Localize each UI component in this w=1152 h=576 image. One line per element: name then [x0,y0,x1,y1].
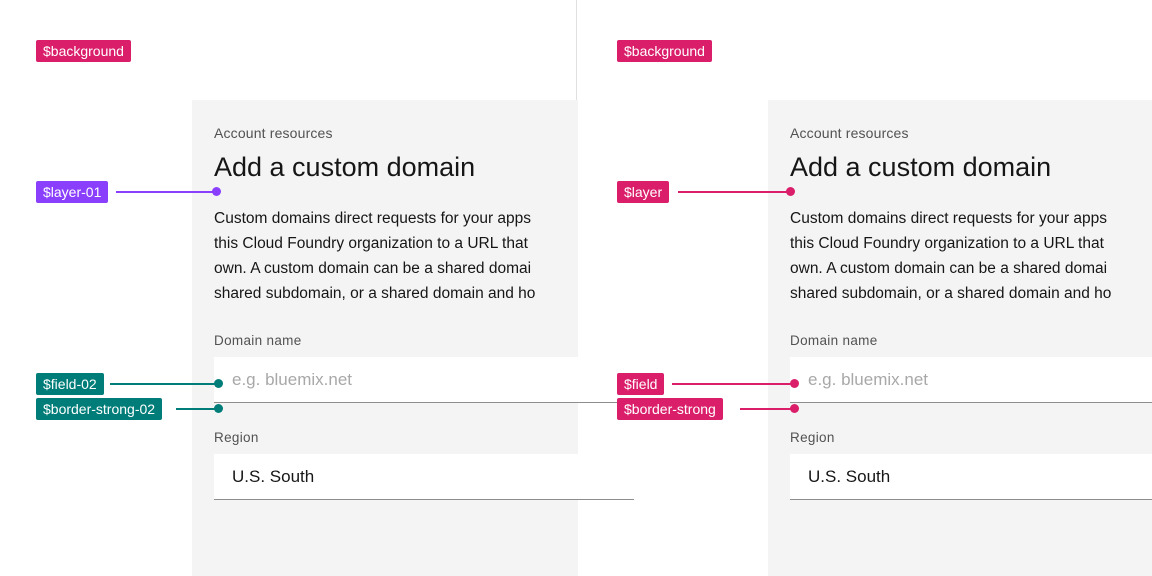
region-label: Region [790,430,835,445]
description-line: this Cloud Foundry organization to a URL that [790,235,1104,252]
annotation-tag-field-02: $field-02 [36,373,104,395]
eyebrow-left: Account resources [214,125,333,141]
region-field-group-right [790,429,1130,500]
annotation-leader-field [672,383,794,385]
annotation-tag-field: $field [617,373,664,395]
page-title-right: Add a custom domain [790,152,1052,182]
description-line: this Cloud Foundry organization to a URL that [214,235,528,252]
region-select[interactable]: U.S. South [214,454,634,500]
annotation-leader-border-strong-02 [176,408,218,410]
annotation-tag-layer-01: $layer-01 [36,181,108,203]
card-right [768,100,1152,576]
annotation-tag-border-strong-02: $border-strong-02 [36,398,162,420]
annotation-leader-field-02 [110,383,218,385]
annotation-dot-field [790,379,799,388]
eyebrow-right: Account resources [790,125,909,141]
description-line: own. A custom domain can be a shared domai [214,260,532,277]
card-left [192,100,578,576]
annotation-leader-layer [678,191,790,193]
description-line: Custom domains direct requests for your apps [790,210,1108,227]
region-field-group-left [214,429,554,500]
domain-field-group-right [790,332,1130,403]
annotation-dot-border-strong-02 [214,404,223,413]
annotation-tag-layer: $layer [617,181,669,203]
annotation-leader-layer-01 [116,191,216,193]
domain-field-group-left [214,332,554,403]
domain-name-input[interactable]: e.g. bluemix.net [214,357,634,403]
domain-name-label: Domain name [214,333,302,348]
annotation-dot-field-02 [214,379,223,388]
domain-name-input[interactable]: e.g. bluemix.net [790,357,1152,403]
page-title-left: Add a custom domain [214,152,476,182]
domain-name-label: Domain name [790,333,878,348]
description-left [214,206,554,306]
annotation-leader-border-strong [740,408,794,410]
description-right [790,206,1130,306]
annotation-tag-background-left: $background [36,40,131,62]
region-label: Region [214,430,259,445]
description-line: Custom domains direct requests for your apps [214,210,532,227]
region-select[interactable]: U.S. South [790,454,1152,500]
description-line: shared subdomain, or a shared domain and ho [214,285,536,302]
description-line: own. A custom domain can be a shared domai [790,260,1108,277]
annotation-tag-background-right: $background [617,40,712,62]
annotation-dot-layer [786,187,795,196]
description-line: shared subdomain, or a shared domain and ho [790,285,1112,302]
annotation-dot-border-strong [790,404,799,413]
annotation-dot-layer-01 [212,187,221,196]
annotation-tag-border-strong: $border-strong [617,398,723,420]
